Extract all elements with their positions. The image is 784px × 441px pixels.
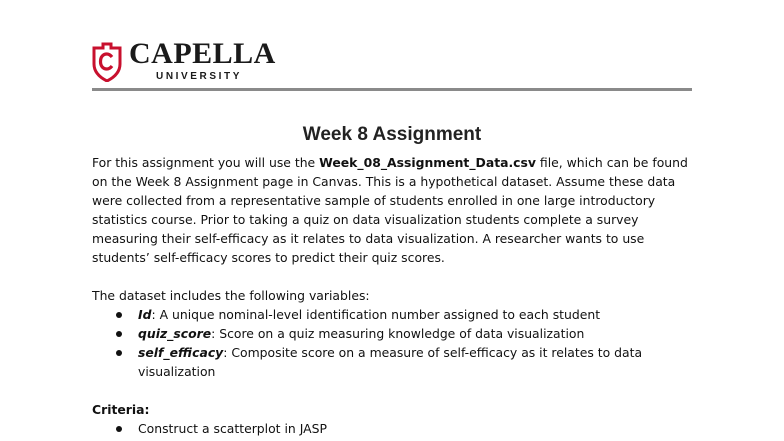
logo-subtitle: UNIVERSITY — [156, 71, 243, 82]
bullet-icon — [116, 350, 122, 356]
intro-paragraph — [92, 153, 692, 267]
logo-wordmark: CAPELLA — [129, 37, 276, 70]
bullet-icon — [116, 312, 122, 318]
criteria-list — [92, 419, 692, 438]
criteria-heading: Criteria: — [92, 402, 150, 417]
shield-icon — [92, 42, 122, 82]
list-item — [92, 419, 692, 438]
bullet-icon — [116, 331, 122, 337]
list-item — [92, 324, 692, 343]
variables-list — [92, 305, 692, 381]
data-file-name: Week_08_Assignment_Data.csv — [319, 155, 536, 170]
variable-name: quiz_score — [138, 326, 212, 341]
bullet-icon — [116, 426, 122, 432]
variables-intro: The dataset includes the following variables: — [92, 288, 370, 303]
intro-text-end: file, which can be found on the Week 8 Assignment page in Canvas. This is a hypothetical dataset. Assume these data were collected from a representative sample of students enrolled in one large introductory statistics course. Prior to taking a quiz on data visualization students complete a survey measuring their self-efficacy as it relates to data visualization. A researcher wants to use students’ self-efficacy scores to predict their quiz scores. — [92, 155, 688, 265]
variable-name: self_efficacy — [138, 345, 224, 360]
list-item — [92, 343, 692, 381]
list-item — [92, 305, 692, 324]
variable-description: : Composite score on a measure of self-efficacy as it relates to data visualization — [138, 345, 643, 379]
variable-description: : A unique nominal-level identification number assigned to each student — [151, 307, 601, 322]
document-title: Week 8 Assignment — [302, 124, 482, 145]
criteria-item-text: Construct a scatterplot in JASP — [138, 421, 327, 436]
variable-name: Id — [138, 307, 152, 322]
capella-logo — [92, 38, 292, 86]
intro-text-start: For this assignment you will use the — [92, 155, 320, 170]
document-body — [92, 153, 692, 438]
variable-description: : Score on a quiz measuring knowledge of data visualization — [211, 326, 585, 341]
header-divider — [92, 88, 692, 91]
